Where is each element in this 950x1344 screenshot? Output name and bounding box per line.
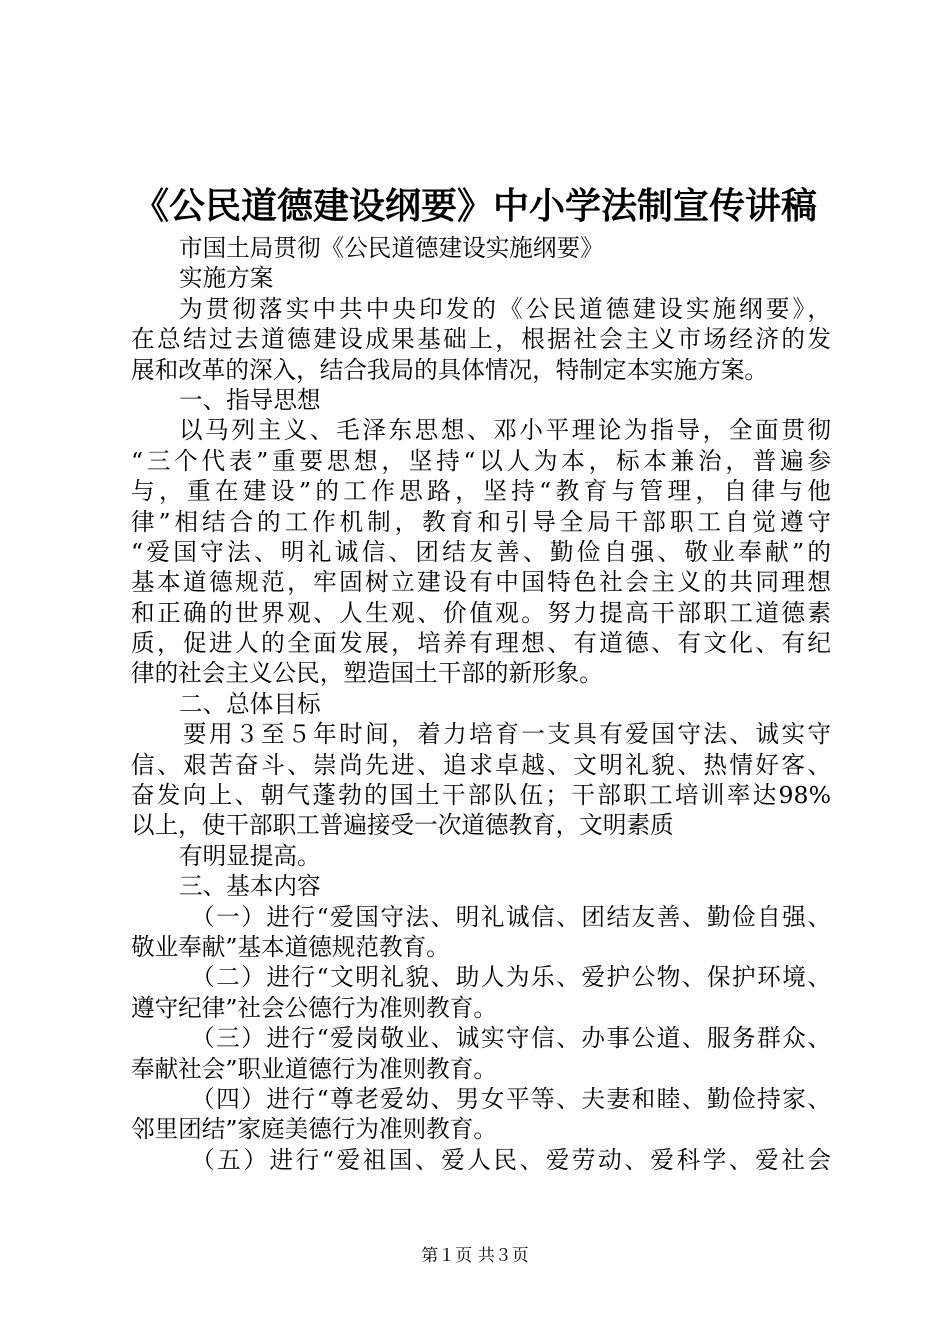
text-line: 和正确的世界观、人生观、价值观。努力提高干部职工道德素 [131,598,831,627]
text-line: （四）进行“尊老爱幼、男女平等、夫妻和睦、勤俭持家、 [191,1084,831,1113]
page-footer: 第１页 共３页 [421,1246,529,1266]
text-line: 奉献社会”职业道德行为准则教育。 [131,1054,497,1083]
text-line: 信、艰苦奋斗、崇尚先进、追求卓越、文明礼貌、热情好客、 [131,750,831,779]
text-line: 律”相结合的工作机制，教育和引导全局干部职工自觉遵守 [131,507,831,536]
document-title: 《公民道德建设纲要》中小学法制宣传讲稿 [132,186,817,227]
text-line: 遵守纪律”社会公德行为准则教育。 [131,993,497,1022]
text-line: “三个代表”重要思想，坚持“以人为本，标本兼治，普遍参 [131,446,831,475]
text-line: 一、指导思想 [179,385,321,414]
text-line: 有明显提高。 [179,841,321,870]
text-line: 质，促进人的全面发展，培养有理想、有道德、有文化、有纪 [131,629,831,658]
text-line: 邻里团结”家庭美德行为准则教育。 [131,1115,497,1144]
text-line: 要用３至５年时间，着力培育一支具有爱国守法、诚实守 [183,720,831,749]
text-line: 与，重在建设”的工作思路，坚持“教育与管理，自律与他 [131,477,831,506]
text-line: 为贯彻落实中共中央印发的《公民道德建设实施纲要》， [179,294,831,323]
text-line: 三、基本内容 [179,872,321,901]
text-line: 二、总体目标 [179,689,321,718]
text-line: （一）进行“爱国守法、明礼诚信、团结友善、勤俭自强、 [191,902,831,931]
text-line: （五）进行“爱祖国、爱人民、爱劳动、爱科学、爱社会 [191,1145,831,1174]
document-body [131,233,831,1175]
text-line: 以马列主义、毛泽东思想、邓小平理论为指导，全面贯彻 [179,416,831,445]
text-line: 奋发向上、朝气蓬勃的国土干部队伍；干部职工培训率达98% [131,781,831,810]
text-line: 基本道德规范，牢固树立建设有中国特色社会主义的共同理想 [131,568,831,597]
text-line: “爱国守法、明礼诚信、团结友善、勤俭自强、敬业奉献”的 [131,537,831,566]
text-line: 在总结过去道德建设成果基础上，根据社会主义市场经济的发 [131,325,831,354]
text-line: （三）进行“爱岗敬业、诚实守信、办事公道、服务群众、 [191,1024,831,1053]
text-line: 敬业奉献”基本道德规范教育。 [131,932,450,961]
text-line: 以上，使干部职工普遍接受一次道德教育，文明素质 [131,811,674,840]
text-line: 律的社会主义公民，塑造国土干部的新形象。 [131,659,603,688]
text-line: （二）进行“文明礼貌、助人为乐、爱护公物、保护环境、 [191,963,831,992]
text-line: 实施方案 [179,264,274,293]
text-line: 展和改革的深入，结合我局的具体情况，特制定本实施方案。 [131,355,769,384]
text-line: 市国土局贯彻《公民道德建设实施纲要》 [179,234,604,262]
